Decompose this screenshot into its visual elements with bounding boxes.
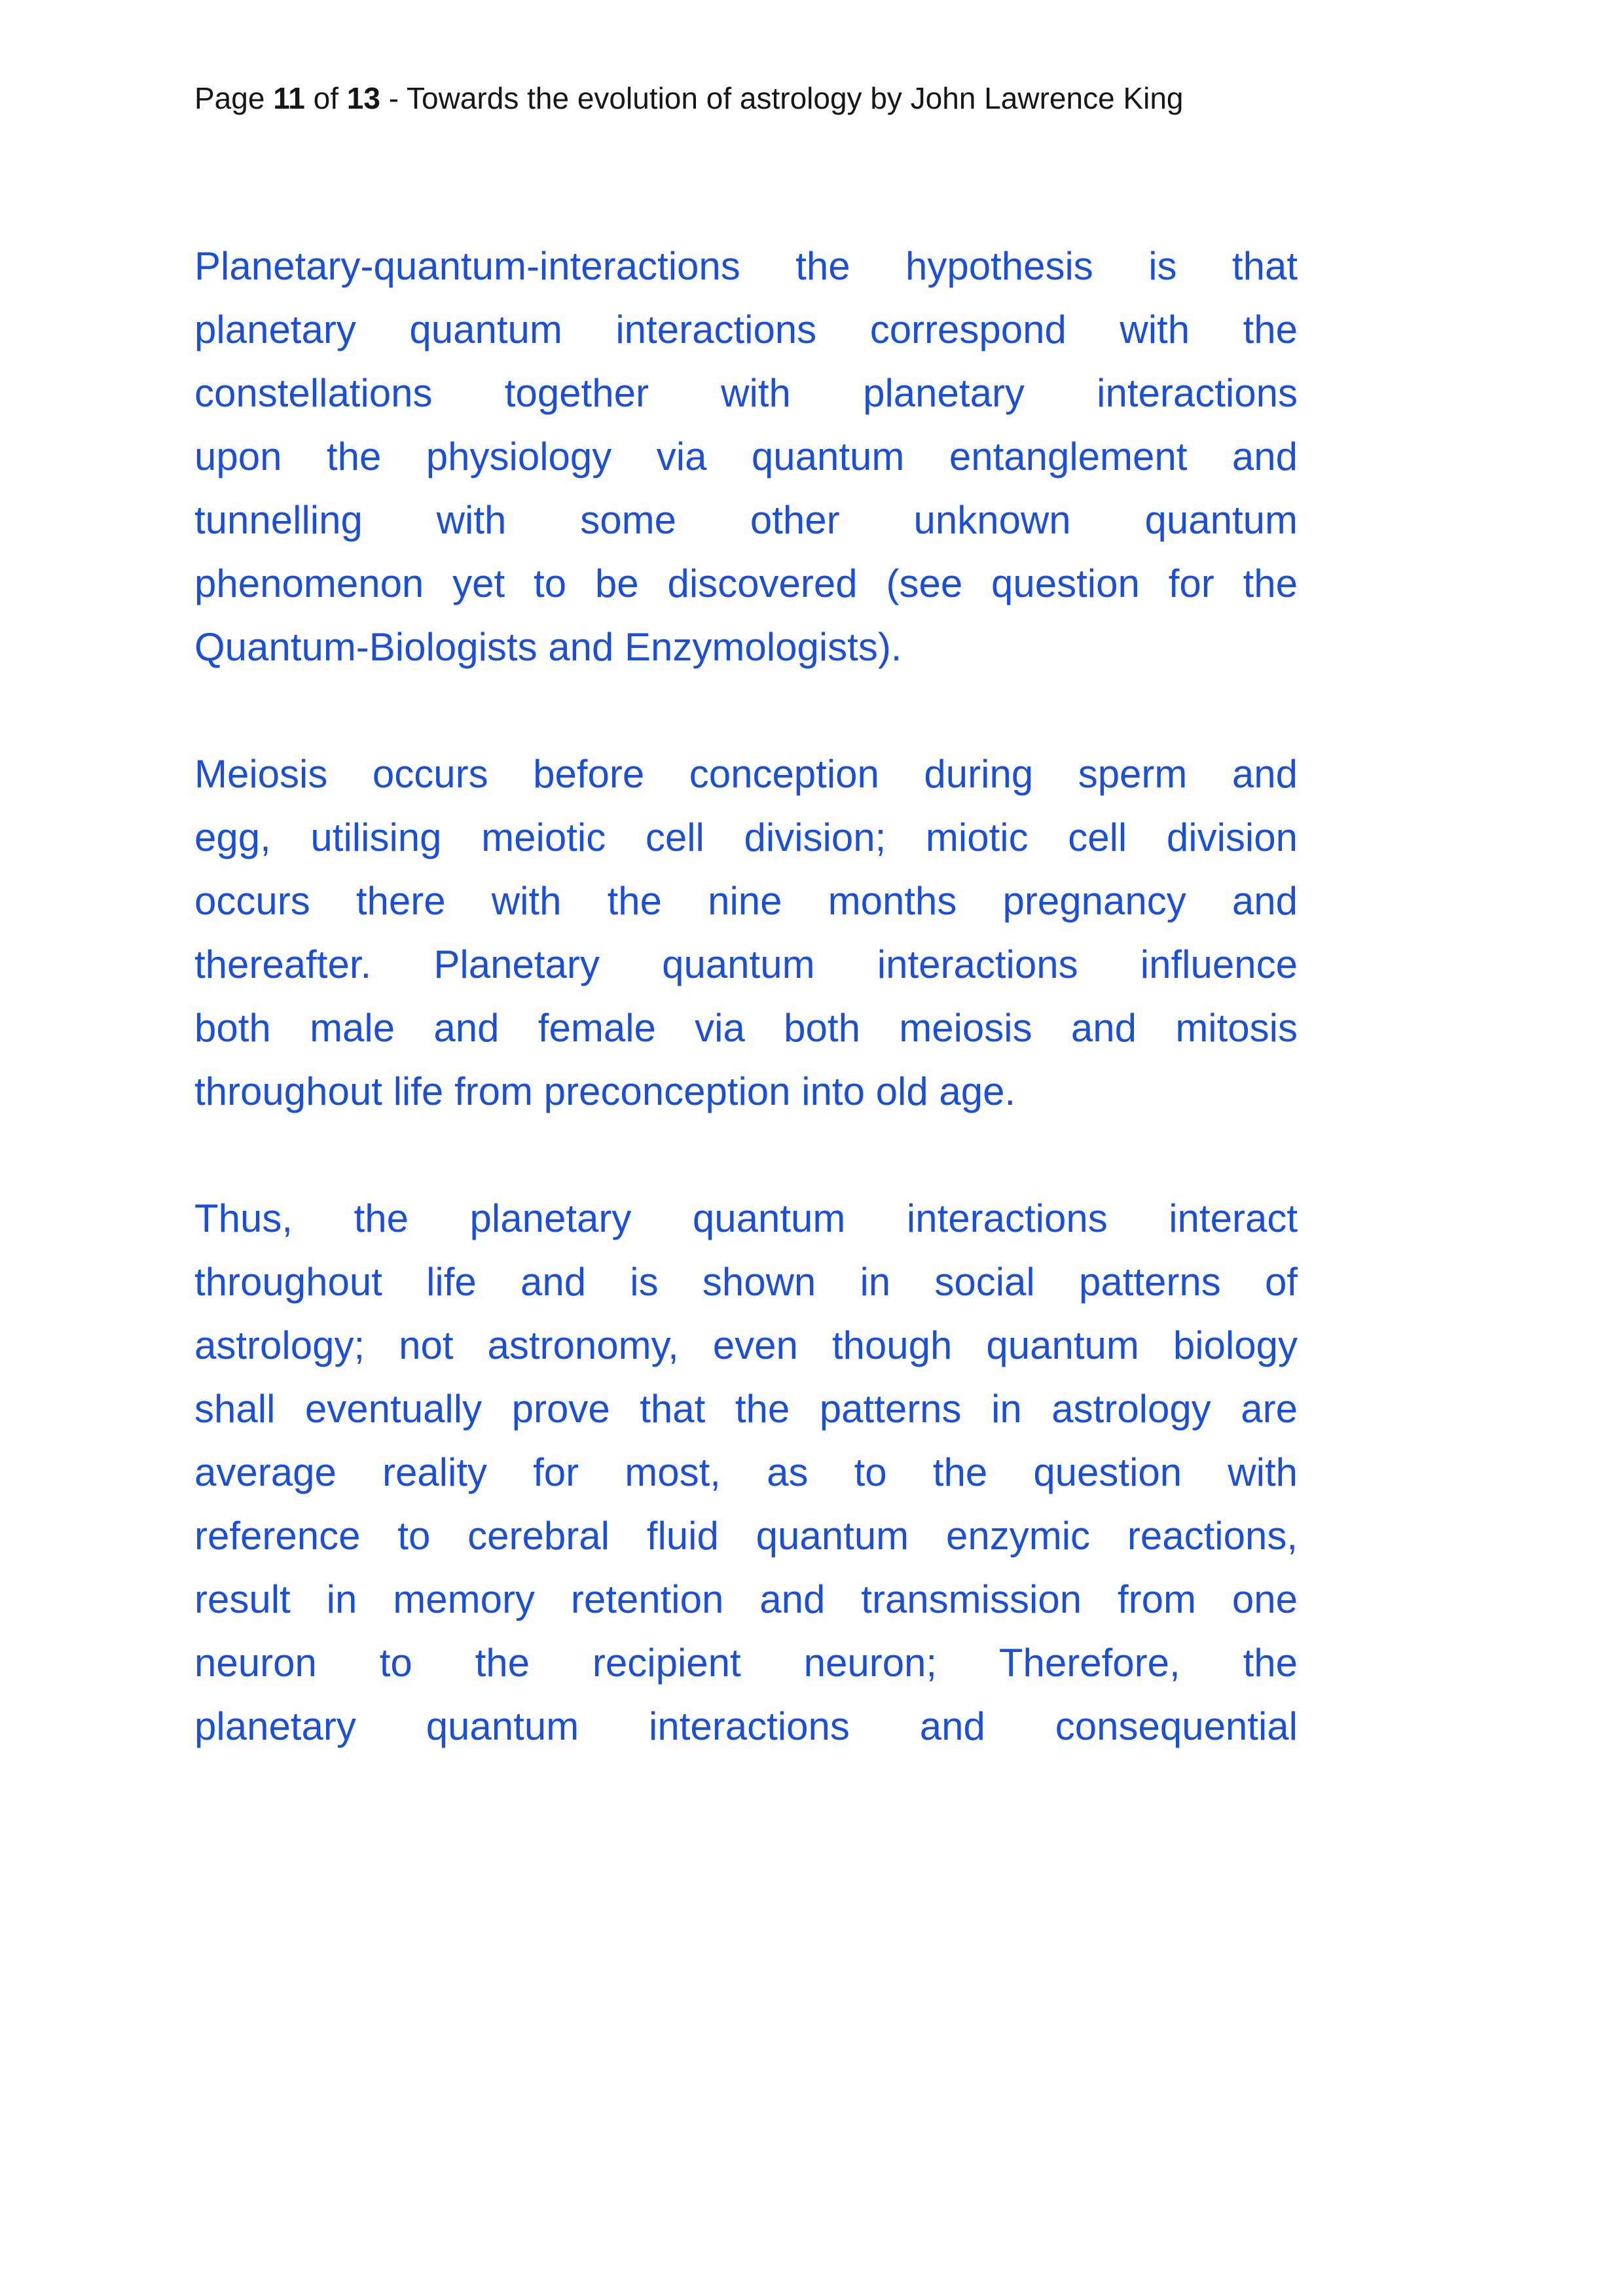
text-line: tunnelling with some other unknown quantum [194, 498, 1298, 542]
text-line: both male and female via both meiosis and mitosis [194, 1006, 1298, 1050]
document-body [194, 234, 1298, 1821]
text-line: thereafter. Planetary quantum interactions influence [194, 942, 1298, 986]
text-line: throughout life and is shown in social patterns of [194, 1260, 1298, 1304]
text-line: egg, utilising meiotic cell division; miotic cell division [194, 816, 1298, 859]
text-line: constellations together with planetary interactions [194, 371, 1298, 415]
text-line: phenomenon yet to be discovered (see question for the [194, 562, 1298, 605]
text-line: reference to cerebral fluid quantum enzymic reactions, [194, 1514, 1298, 1558]
text-line: occurs there with the nine months pregnancy and [194, 879, 1298, 923]
text-line: astrology; not astronomy, even though quantum biology [194, 1323, 1298, 1367]
text-line: throughout life from preconception into old age. [194, 1069, 1016, 1113]
header-separator: - [388, 81, 399, 115]
header-document-title: Towards the evolution of astrology by John Lawrence King [407, 81, 1184, 115]
text-line: Quantum-Biologists and Enzymologists). [194, 625, 902, 669]
paragraph [194, 1187, 1298, 1758]
text-line: planetary quantum interactions and consequential [194, 1704, 1298, 1748]
text-line: Thus, the planetary quantum interactions interact [194, 1196, 1298, 1240]
text-line: planetary quantum interactions correspond with the [194, 308, 1298, 351]
header-page-number: 11 [273, 81, 305, 115]
text-line: result in memory retention and transmission from one [194, 1577, 1298, 1621]
header-total-pages: 13 [346, 81, 380, 115]
text-line: upon the physiology via quantum entanglement and [194, 435, 1298, 478]
text-line: Planetary-quantum-interactions the hypothesis is that [194, 244, 1298, 288]
paragraph [194, 234, 1298, 679]
text-line: Meiosis occurs before conception during sperm and [194, 752, 1298, 796]
text-line: neuron to the recipient neuron; Therefore, the [194, 1641, 1298, 1685]
page-header [194, 80, 1438, 118]
text-line: shall eventually prove that the patterns in astrology are [194, 1387, 1298, 1431]
header-of-label: of [313, 81, 339, 115]
text-line: average reality for most, as to the question with [194, 1450, 1298, 1494]
header-page-word: Page [194, 81, 265, 115]
paragraph [194, 742, 1298, 1123]
